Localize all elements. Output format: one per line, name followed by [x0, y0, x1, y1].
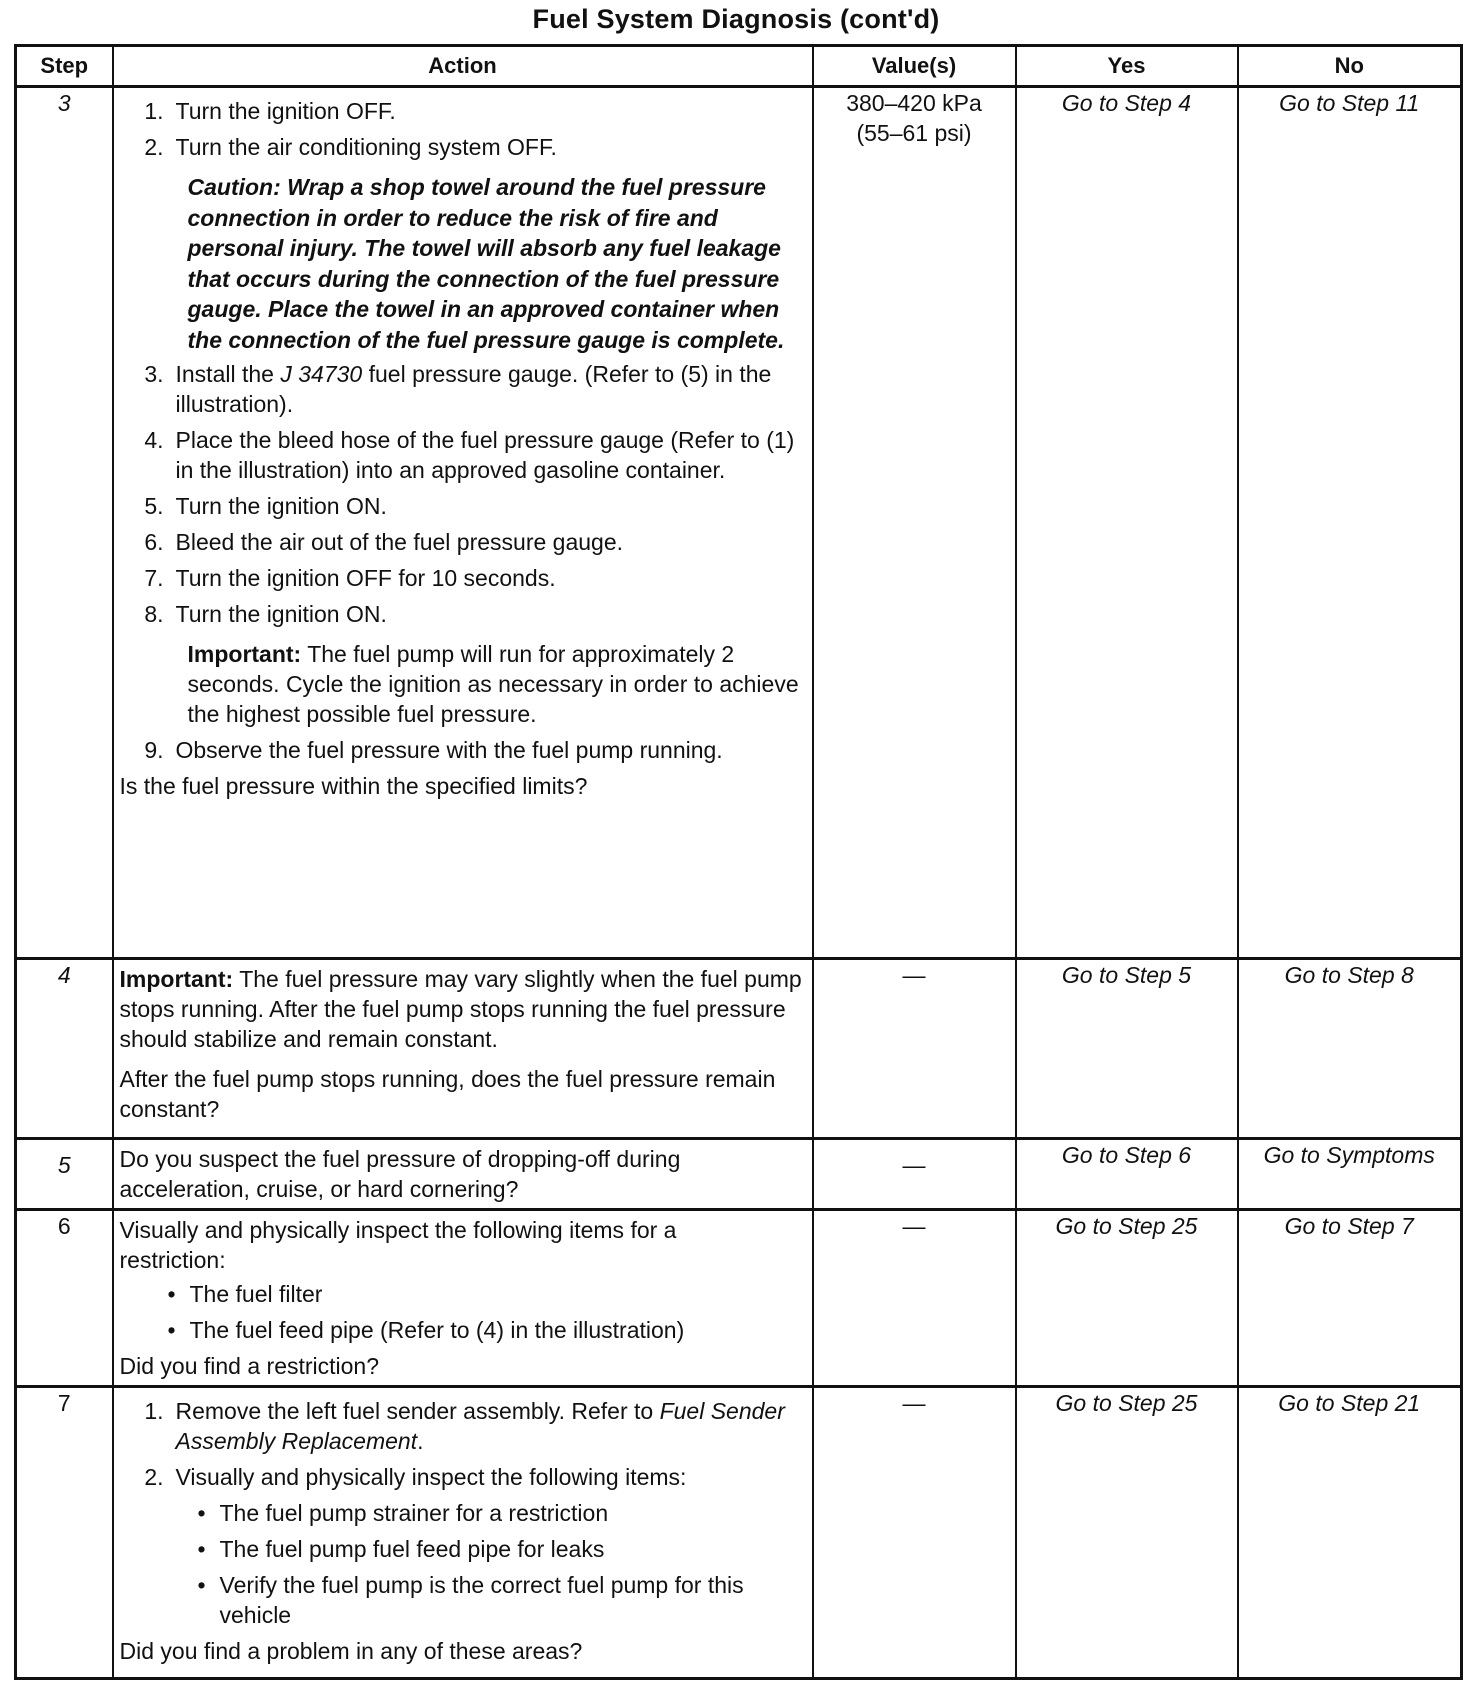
list-item: 2. Visually and physically inspect the following items: [144, 1464, 687, 1490]
no-value-dash: — [902, 962, 926, 988]
important-note: Important: The fuel pump will run for approximately 2 seconds. Cycle the ignition as necessary in order to achieve the highest possible fuel pressure. [187, 641, 799, 727]
table-row-step-5 [16, 1139, 1462, 1210]
important-note: Important: The fuel pressure may vary slightly when the fuel pump stops running. After the fuel pump stops running the fuel pressure should stabilize and remain constant. [119, 966, 802, 1052]
value-cell [813, 87, 1016, 959]
list-item: 3. Install the J 34730 fuel pressure gauge. (Refer to (5) in the illustration). [144, 361, 772, 417]
step-number: 5 [16, 1139, 113, 1210]
no-value-dash: — [902, 1213, 926, 1239]
header-step: Step [16, 46, 113, 87]
question-text: Is the fuel pressure within the specified limits? [119, 773, 588, 799]
yes-goto[interactable]: Go to Step 25 [1016, 1210, 1238, 1387]
action-cell [113, 87, 813, 959]
list-item: 7. Turn the ignition OFF for 10 seconds. [144, 565, 556, 591]
yes-goto[interactable]: Go to Step 25 [1016, 1387, 1238, 1679]
value-psi: (55–61 psi) [856, 120, 972, 146]
header-no: No [1238, 46, 1462, 87]
list-item: 1. Remove the left fuel sender assembly. Refer to Fuel Sender Assembly Replacement. [144, 1398, 785, 1454]
no-goto[interactable]: Go to Step 7 [1238, 1210, 1462, 1387]
list-item: 6. Bleed the air out of the fuel pressure gauge. [144, 529, 624, 555]
list-item: • The fuel pump strainer for a restriction [197, 1500, 609, 1526]
question-text: Do you suspect the fuel pressure of dropping-off during acceleration, cruise, or hard cornering? [119, 1146, 681, 1202]
action-cell [113, 959, 813, 1139]
list-item: 4. Place the bleed hose of the fuel pressure gauge (Refer to (1) in the illustration) into an approved gasoline container. [144, 427, 795, 483]
value-cell [813, 1387, 1016, 1679]
table-row-step-4 [16, 959, 1462, 1139]
step-number: 3 [16, 87, 113, 959]
header-yes: Yes [1016, 46, 1238, 87]
value-cell [813, 1139, 1016, 1210]
list-item: • The fuel filter [167, 1281, 323, 1307]
diagnosis-table [14, 44, 1463, 1680]
step-number: 4 [16, 959, 113, 1139]
question-text: After the fuel pump stops running, does the fuel pressure remain constant? [119, 1066, 776, 1122]
step-number: 6 [16, 1210, 113, 1387]
value-cell [813, 959, 1016, 1139]
table-header-row [16, 46, 1462, 87]
header-action: Action [113, 46, 813, 87]
action-cell [113, 1210, 813, 1387]
no-goto[interactable]: Go to Step 11 [1238, 87, 1462, 959]
list-item: • The fuel feed pipe (Refer to (4) in the illustration) [167, 1317, 685, 1343]
instruction-text: Visually and physically inspect the following items for a restriction: [119, 1217, 677, 1273]
table-row-step-6 [16, 1210, 1462, 1387]
no-value-dash: — [902, 1152, 926, 1178]
no-goto[interactable]: Go to Step 21 [1238, 1387, 1462, 1679]
list-item: 9. Observe the fuel pressure with the fuel pump running. [144, 737, 723, 763]
no-goto[interactable]: Go to Symptoms [1238, 1139, 1462, 1210]
question-text: Did you find a problem in any of these areas? [119, 1638, 583, 1664]
step-number: 7 [16, 1387, 113, 1679]
yes-goto[interactable]: Go to Step 6 [1016, 1139, 1238, 1210]
tool-reference: J 34730 [280, 361, 363, 387]
no-goto[interactable]: Go to Step 8 [1238, 959, 1462, 1139]
list-item: • The fuel pump fuel feed pipe for leaks [197, 1536, 605, 1562]
yes-goto[interactable]: Go to Step 5 [1016, 959, 1238, 1139]
page-title: Fuel System Diagnosis (cont'd) [532, 4, 940, 34]
table-row-step-7 [16, 1387, 1462, 1679]
question-text: Did you find a restriction? [119, 1353, 380, 1379]
header-values: Value(s) [813, 46, 1016, 87]
list-item: 8. Turn the ignition ON. [144, 601, 387, 627]
list-item: 1. Turn the ignition OFF. [144, 98, 396, 124]
table-row-step-3 [16, 87, 1462, 959]
list-item: 5. Turn the ignition ON. [144, 493, 387, 519]
procedure-reference: Fuel Sender Assembly Replacement [175, 1398, 785, 1454]
value-cell [813, 1210, 1016, 1387]
caution-note: Caution: Wrap a shop towel around the fuel pressure connection in order to reduce the risk of fire and personal injury. The towel will absorb any fuel leakage that occurs during the connection of the fuel pressure gauge. Place the towel in an approved container when the connection of the fuel pressure gauge is complete. [187, 174, 785, 353]
list-item: • Verify the fuel pump is the correct fuel pump for this vehicle [197, 1572, 744, 1628]
yes-goto[interactable]: Go to Step 4 [1016, 87, 1238, 959]
action-cell [113, 1139, 813, 1210]
list-item: 2. Turn the air conditioning system OFF. [144, 134, 557, 160]
no-value-dash: — [902, 1390, 926, 1416]
value-kpa: 380–420 kPa [846, 90, 982, 116]
action-cell [113, 1387, 813, 1679]
